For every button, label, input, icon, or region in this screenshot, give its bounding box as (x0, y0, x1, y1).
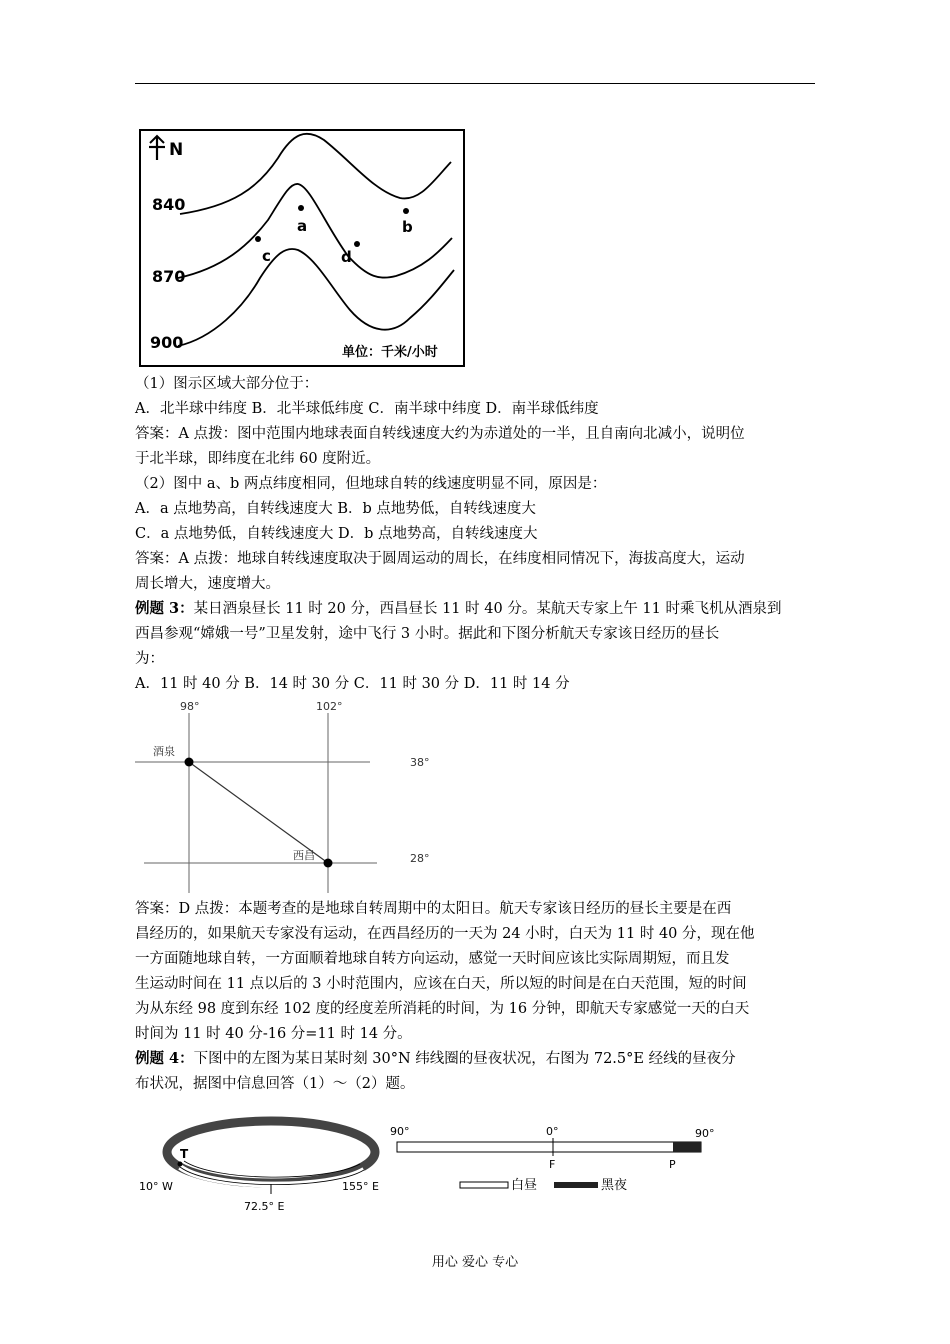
legend-night-swatch (554, 1182, 598, 1188)
header-rule (135, 83, 815, 84)
example4-text-line2: 布状况，据图中信息回答（1）～（2）题。 (135, 1076, 415, 1092)
example3-answer-line1: 答案：D 点拨：本题考查的是地球自转周期中的太阳日。航天专家该日经历的昼长主要是在西 (135, 901, 732, 917)
q2-options-ab: A．a 点地势高，自转线速度大 B．b 点地势低，自转线速度大 (135, 501, 536, 517)
q2-options-cd: C．a 点地势低，自转线速度大 D．b 点地势高，自转线速度大 (135, 526, 538, 542)
legend-day-swatch (460, 1182, 508, 1188)
example4-text-line1: 下图中的左图为某日某时刻 30°N 纬线圈的昼夜状况，右图为 72.5°E 经线的昼夜分 (193, 1051, 736, 1067)
q1-stem: （1）图示区域大部分位于： (135, 376, 319, 392)
point-b (403, 208, 409, 214)
example3-answer-line6: 时间为 11 时 40 分-16 分=11 时 14 分。 (135, 1026, 412, 1042)
isoline-label-870: 870 (152, 267, 186, 286)
point-d (354, 241, 360, 247)
north-label: N (169, 140, 184, 160)
bar-label-left-90: 90° (390, 1125, 410, 1138)
lat-28-label: 28° (410, 852, 430, 865)
point-c-label: c (262, 247, 271, 265)
q1-answer-line1: 答案：A 点拨：图中范围内地球表面自转线速度大约为赤道处的一半，且自南向北减小，说明位 (135, 426, 745, 442)
legend-night-label: 黑夜 (601, 1178, 628, 1193)
q2-answer-line1: 答案：A 点拨：地球自转线速度取决于圆周运动的周长，在纬度相同情况下，海拔高度大，运动 (135, 551, 745, 567)
figure-meridian-bar (388, 1120, 728, 1200)
example4-line1 (135, 1049, 736, 1069)
example3-options: A．11 时 40 分 B．14 时 30 分 C．11 时 30 分 D．11 时 14 分 (135, 676, 570, 692)
point-t (178, 1162, 183, 1167)
lat-38-label: 38° (410, 756, 430, 769)
point-a-label: a (297, 217, 308, 235)
q1-answer-line2: 于北半球，即纬度在北纬 60 度附近。 (135, 451, 381, 467)
example3-text-line2: 西昌参观“嫦娥一号”卫星发射，途中飞行 3 小时。据此和下图分析航天专家该日经历的昼长 (135, 626, 720, 642)
xichang-point (324, 859, 333, 868)
figure-rotation-speed-isolines (138, 128, 468, 370)
jiuquan-label: 酒泉 (153, 745, 175, 758)
point-c (255, 236, 261, 242)
example3-answer-line4: 生运动时间在 11 点以后的 3 小时范围内，应该在白天，所以短的时间是在白天范围，短的时间 (135, 976, 747, 992)
example3-label: 例题 3： (135, 600, 194, 617)
figure-jiuquan-xichang-grid (130, 697, 440, 897)
example4-label: 例题 4： (135, 1050, 194, 1067)
example3-answer-line5: 为从东经 98 度到东经 102 度的经度差所消耗的时间，为 16 分钟，即航天专家感觉一天的白天 (135, 1001, 750, 1017)
bar-label-right-90: 90° (695, 1127, 715, 1140)
lon-102-label: 102° (316, 700, 343, 713)
example3-text-line1: 某日酒泉昼长 11 时 20 分，西昌昼长 11 时 40 分。某航天专家上午 11 时乘飞机从酒泉到 (193, 601, 782, 617)
point-f-label: F (549, 1158, 556, 1171)
q2-answer-line2: 周长增大，速度增大。 (135, 576, 280, 592)
example3-answer-line3: 一方面随地球自转，一方面顺着地球自转方向运动，感觉一天时间应该比实际周期短，而且发 (135, 951, 730, 967)
point-p-label: P (669, 1158, 676, 1171)
bar-label-0: 0° (546, 1125, 559, 1138)
point-d-label: d (341, 248, 352, 266)
point-a (298, 205, 304, 211)
q1-options: A．北半球中纬度 B．北半球低纬度 C．南半球中纬度 D．南半球低纬度 (135, 401, 599, 417)
point-t-label: T (180, 1147, 189, 1161)
label-155e: 155° E (342, 1180, 379, 1193)
page-footer: 用心 爱心 专心 (431, 1255, 519, 1270)
example3-answer-line2: 昌经历的，如果航天专家没有运动，在西昌经历的一天为 24 小时，白天为 11 时 40 分，现在他 (135, 926, 755, 942)
legend-day-label: 白昼 (511, 1178, 538, 1193)
label-72-5e: 72.5° E (244, 1200, 285, 1213)
xichang-label: 西昌 (293, 849, 315, 862)
figure-latitude-circle (136, 1112, 386, 1216)
example3-text-line3: 为： (135, 651, 164, 667)
jiuquan-point (185, 758, 194, 767)
isoline-label-900: 900 (150, 333, 184, 352)
isoline-label-840: 840 (152, 195, 186, 214)
q2-stem: （2）图中 a、b 两点纬度相同，但地球自转的线速度明显不同，原因是： (135, 476, 607, 492)
example3-line1 (135, 599, 781, 619)
unit-label: 单位：千米/小时 (342, 345, 438, 360)
lon-98-label: 98° (180, 700, 200, 713)
label-10w: 10° W (139, 1180, 173, 1193)
point-b-label: b (402, 218, 413, 236)
